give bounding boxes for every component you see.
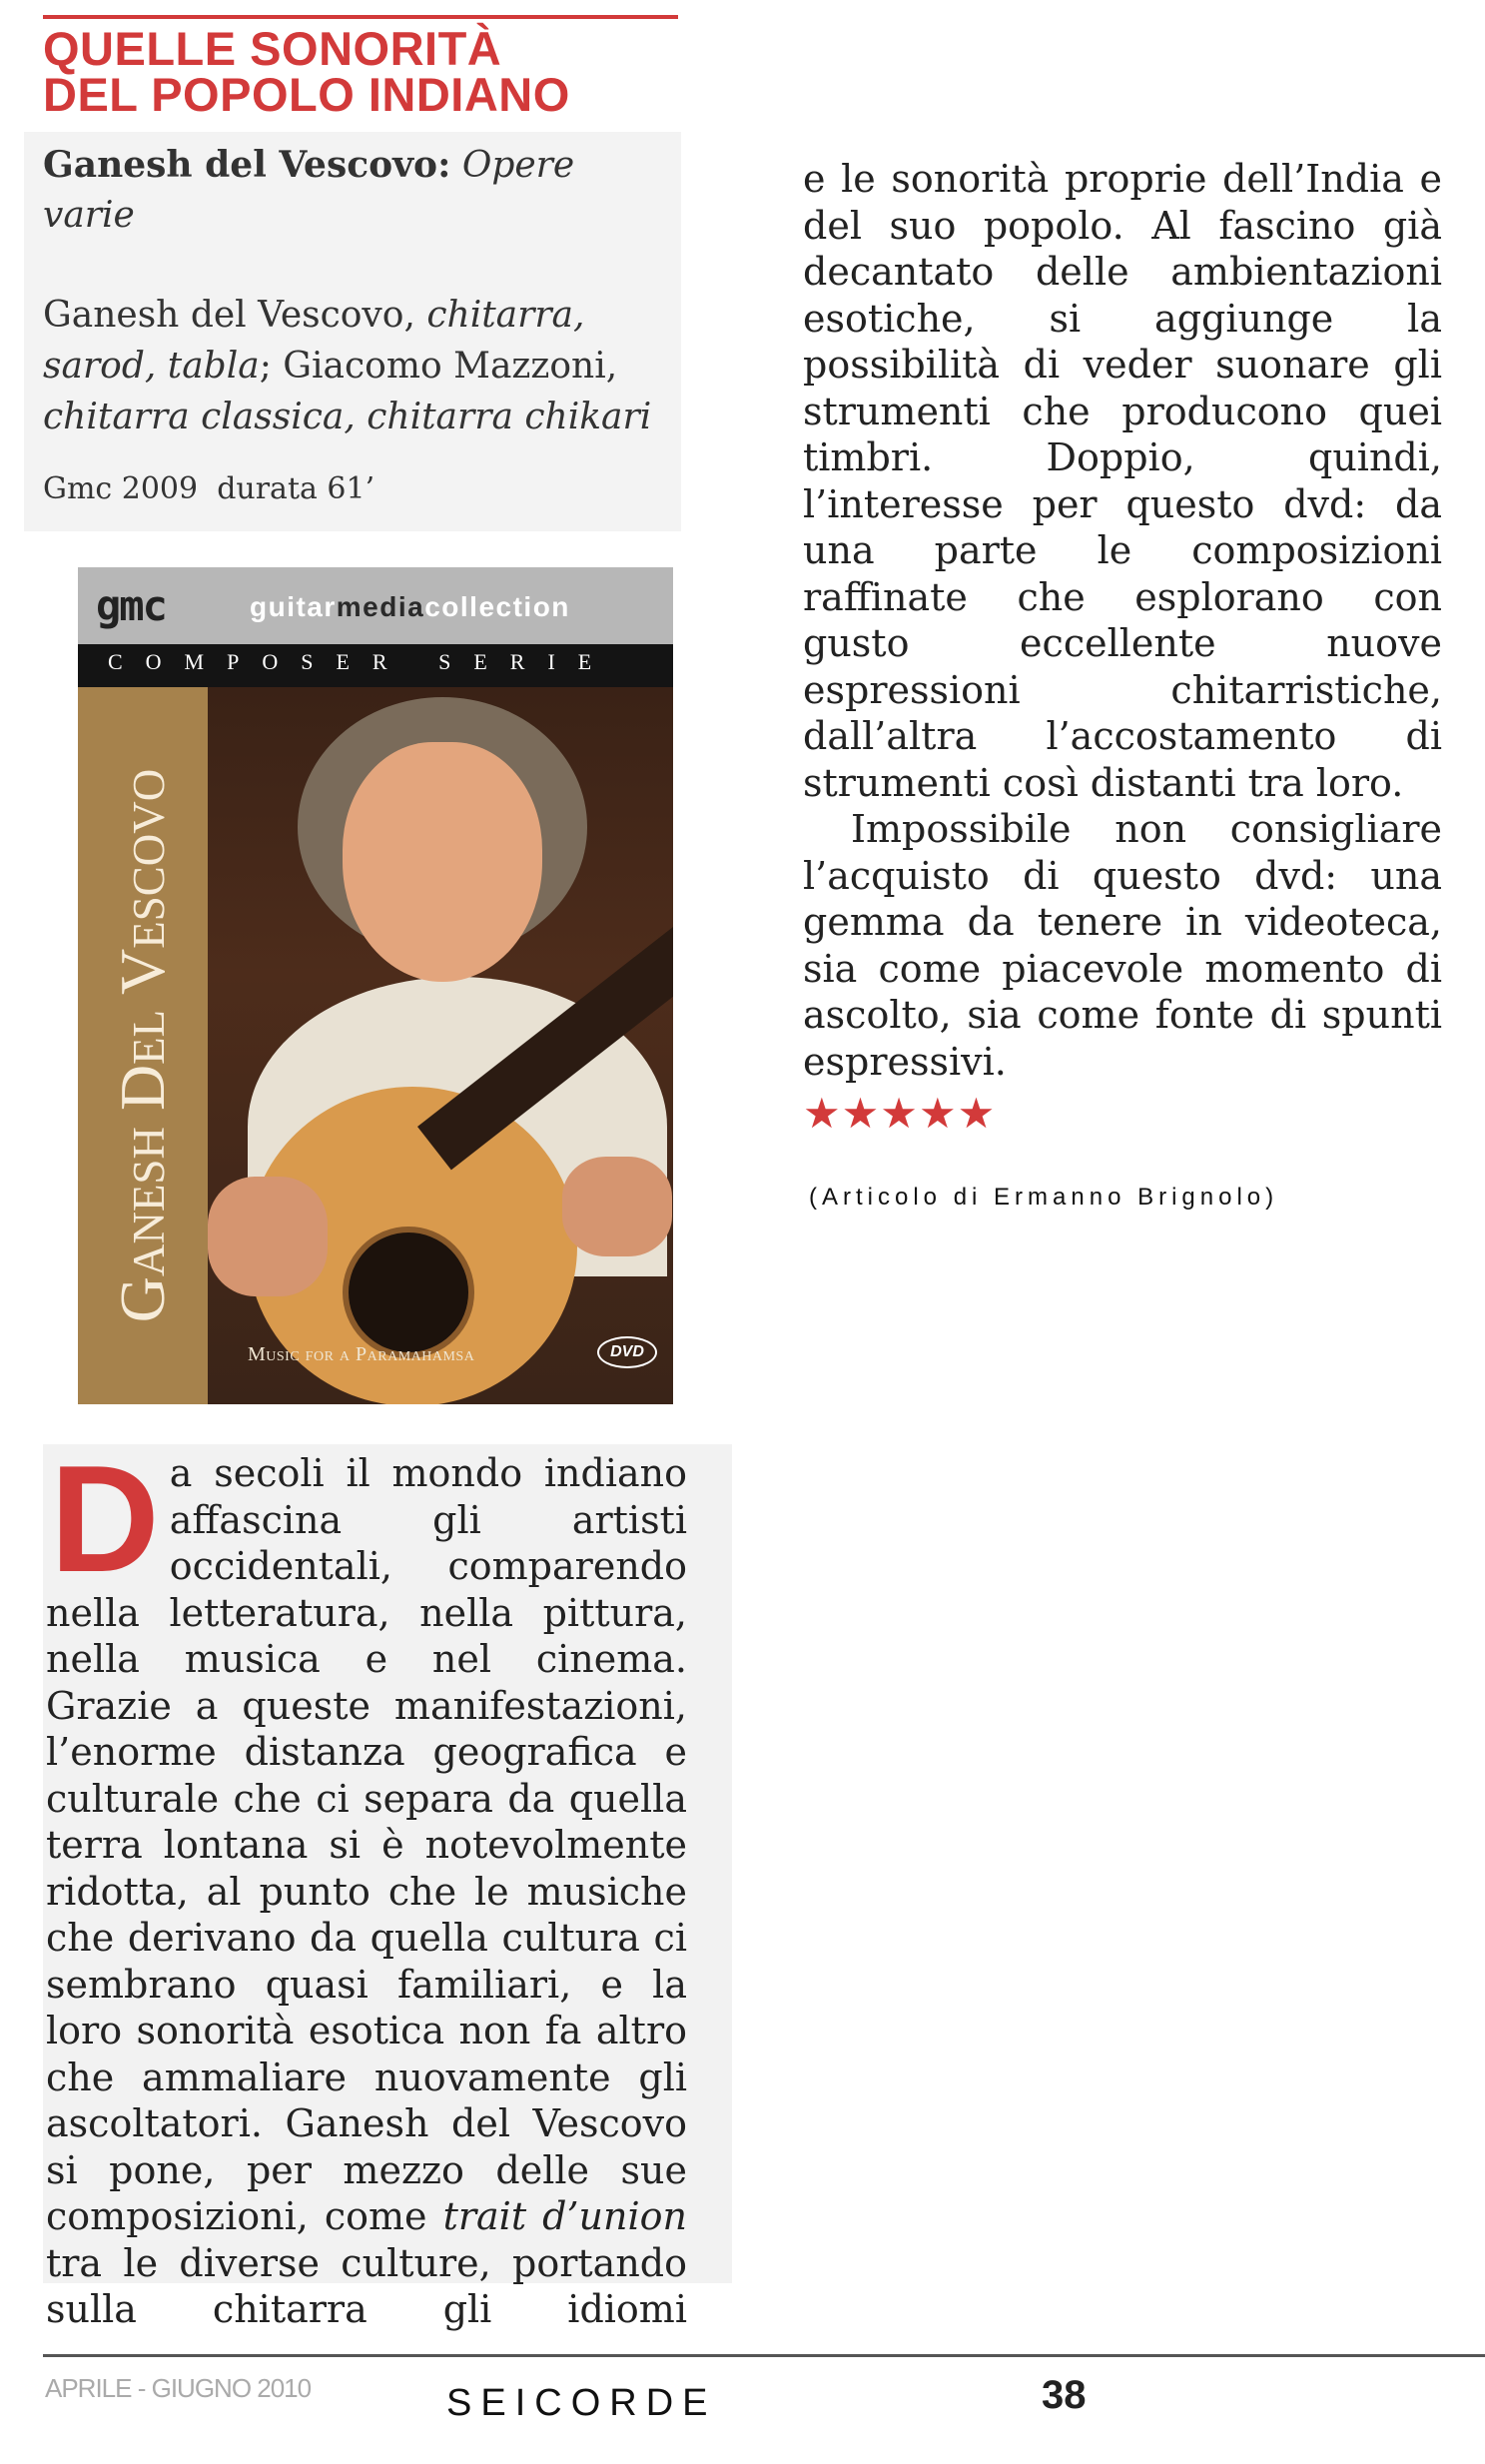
left-text: a secoli il mondo indiano affascina gli artisti occidentali, comparendo nella letteratura, nella pittura, nella musica e nel cinema. Grazie a queste manifestazioni, l’enorme distanza geografica e culturale che ci separa da quella terra lontana si è notevolmente ridotta, al punto che le musiche che derivano da quella cultura ci sembrano quasi familiari, e la loro sonorità esotica non fa altro che ammaliare nuovamente gli ascoltatori. Ganesh del Vescovo si pone, per mezzo delle sue composizioni, come bbox=[46, 1451, 687, 2238]
left-text-end: tra le diverse culture, portando sulla chitarra gli idiomi bbox=[46, 2240, 687, 2331]
left-italic: trait d’union bbox=[442, 2194, 687, 2238]
page-number: 38 bbox=[1042, 2373, 1087, 2417]
dvd-subtitle: Music for a Paramahamsa bbox=[248, 1343, 475, 1365]
credit-2-name: Giacomo Mazzoni, bbox=[283, 346, 618, 387]
credit-2-instruments: chitarra classica, chitarra chikari bbox=[43, 397, 652, 437]
credit-1-name: Ganesh del Vescovo, bbox=[43, 295, 415, 336]
photo-sound-hole bbox=[343, 1227, 474, 1358]
photo-right-hand bbox=[562, 1157, 672, 1256]
gmc-logo: gmc bbox=[96, 581, 166, 630]
collection-title bbox=[250, 591, 570, 623]
photo-face bbox=[343, 742, 542, 982]
photo-left-hand bbox=[208, 1177, 328, 1296]
release-label: Gmc 2009 bbox=[43, 471, 199, 506]
article-headline bbox=[43, 22, 682, 121]
footer-magazine: SEICORDE bbox=[446, 2382, 717, 2424]
collection-part-3: collection bbox=[424, 591, 570, 622]
spine-artist-name: Ganesh Del Vescovo bbox=[107, 768, 178, 1323]
right-paragraph-1: e le sonorità proprie dell’India e del suo popolo. Al fascino già decantato delle ambientazioni esotiche, si aggiunge la possibilità di veder suonare gli strumenti che producono quei timbri. Doppio, quindi, l’interesse per questo dvd: da una parte le composizioni raffinate che esplorano con gusto eccellente nuove espressioni chitarristiche, dall’altra l’accostamento di strumenti così distanti tra loro. bbox=[803, 157, 1442, 805]
release-duration: durata 61’ bbox=[217, 471, 375, 506]
footer-rule bbox=[43, 2354, 1485, 2357]
headline-line-1: QUELLE SONORITÀ bbox=[43, 22, 502, 75]
article-left-column bbox=[46, 1434, 687, 2333]
top-rule bbox=[43, 15, 678, 19]
credit-1-instruments: chitarra, sarod, tabla bbox=[43, 295, 585, 387]
release-credits: Ganesh del Vescovo, chitarra, sarod, tabla; Giacomo Mazzoni, chitarra classica, chitarra chikari bbox=[43, 295, 652, 437]
drop-cap: D bbox=[50, 1434, 160, 1604]
right-paragraph-2: Impossibile non consigliare l’acquisto di questo dvd: una gemma da tenere in videoteca, sia come piacevole momento di ascolto, sia come fonte di spunti espressivi. bbox=[803, 807, 1442, 1084]
release-meta bbox=[43, 469, 642, 509]
dvd-video-badge: DVD bbox=[597, 1336, 657, 1368]
composer-series-label: COMPOSER SERIE bbox=[108, 649, 615, 674]
headline-line-2: DEL POPOLO INDIANO bbox=[43, 68, 570, 121]
rating-stars: ★★★★★ bbox=[803, 1089, 997, 1138]
article-right-column bbox=[803, 156, 1442, 1085]
release-title-italic: Opere varie bbox=[43, 145, 575, 236]
collection-part-2: media bbox=[336, 591, 425, 622]
guitarist-photo bbox=[208, 687, 673, 1404]
release-title bbox=[43, 140, 672, 241]
collection-part-1: guitar bbox=[250, 591, 337, 622]
dvd-cover-image bbox=[78, 567, 673, 1404]
article-author: (Articolo di Ermanno Brignolo) bbox=[809, 1184, 1279, 1211]
release-artist: Ganesh del Vescovo: bbox=[43, 144, 451, 186]
footer-date: APRILE - GIUGNO 2010 bbox=[45, 2373, 312, 2403]
